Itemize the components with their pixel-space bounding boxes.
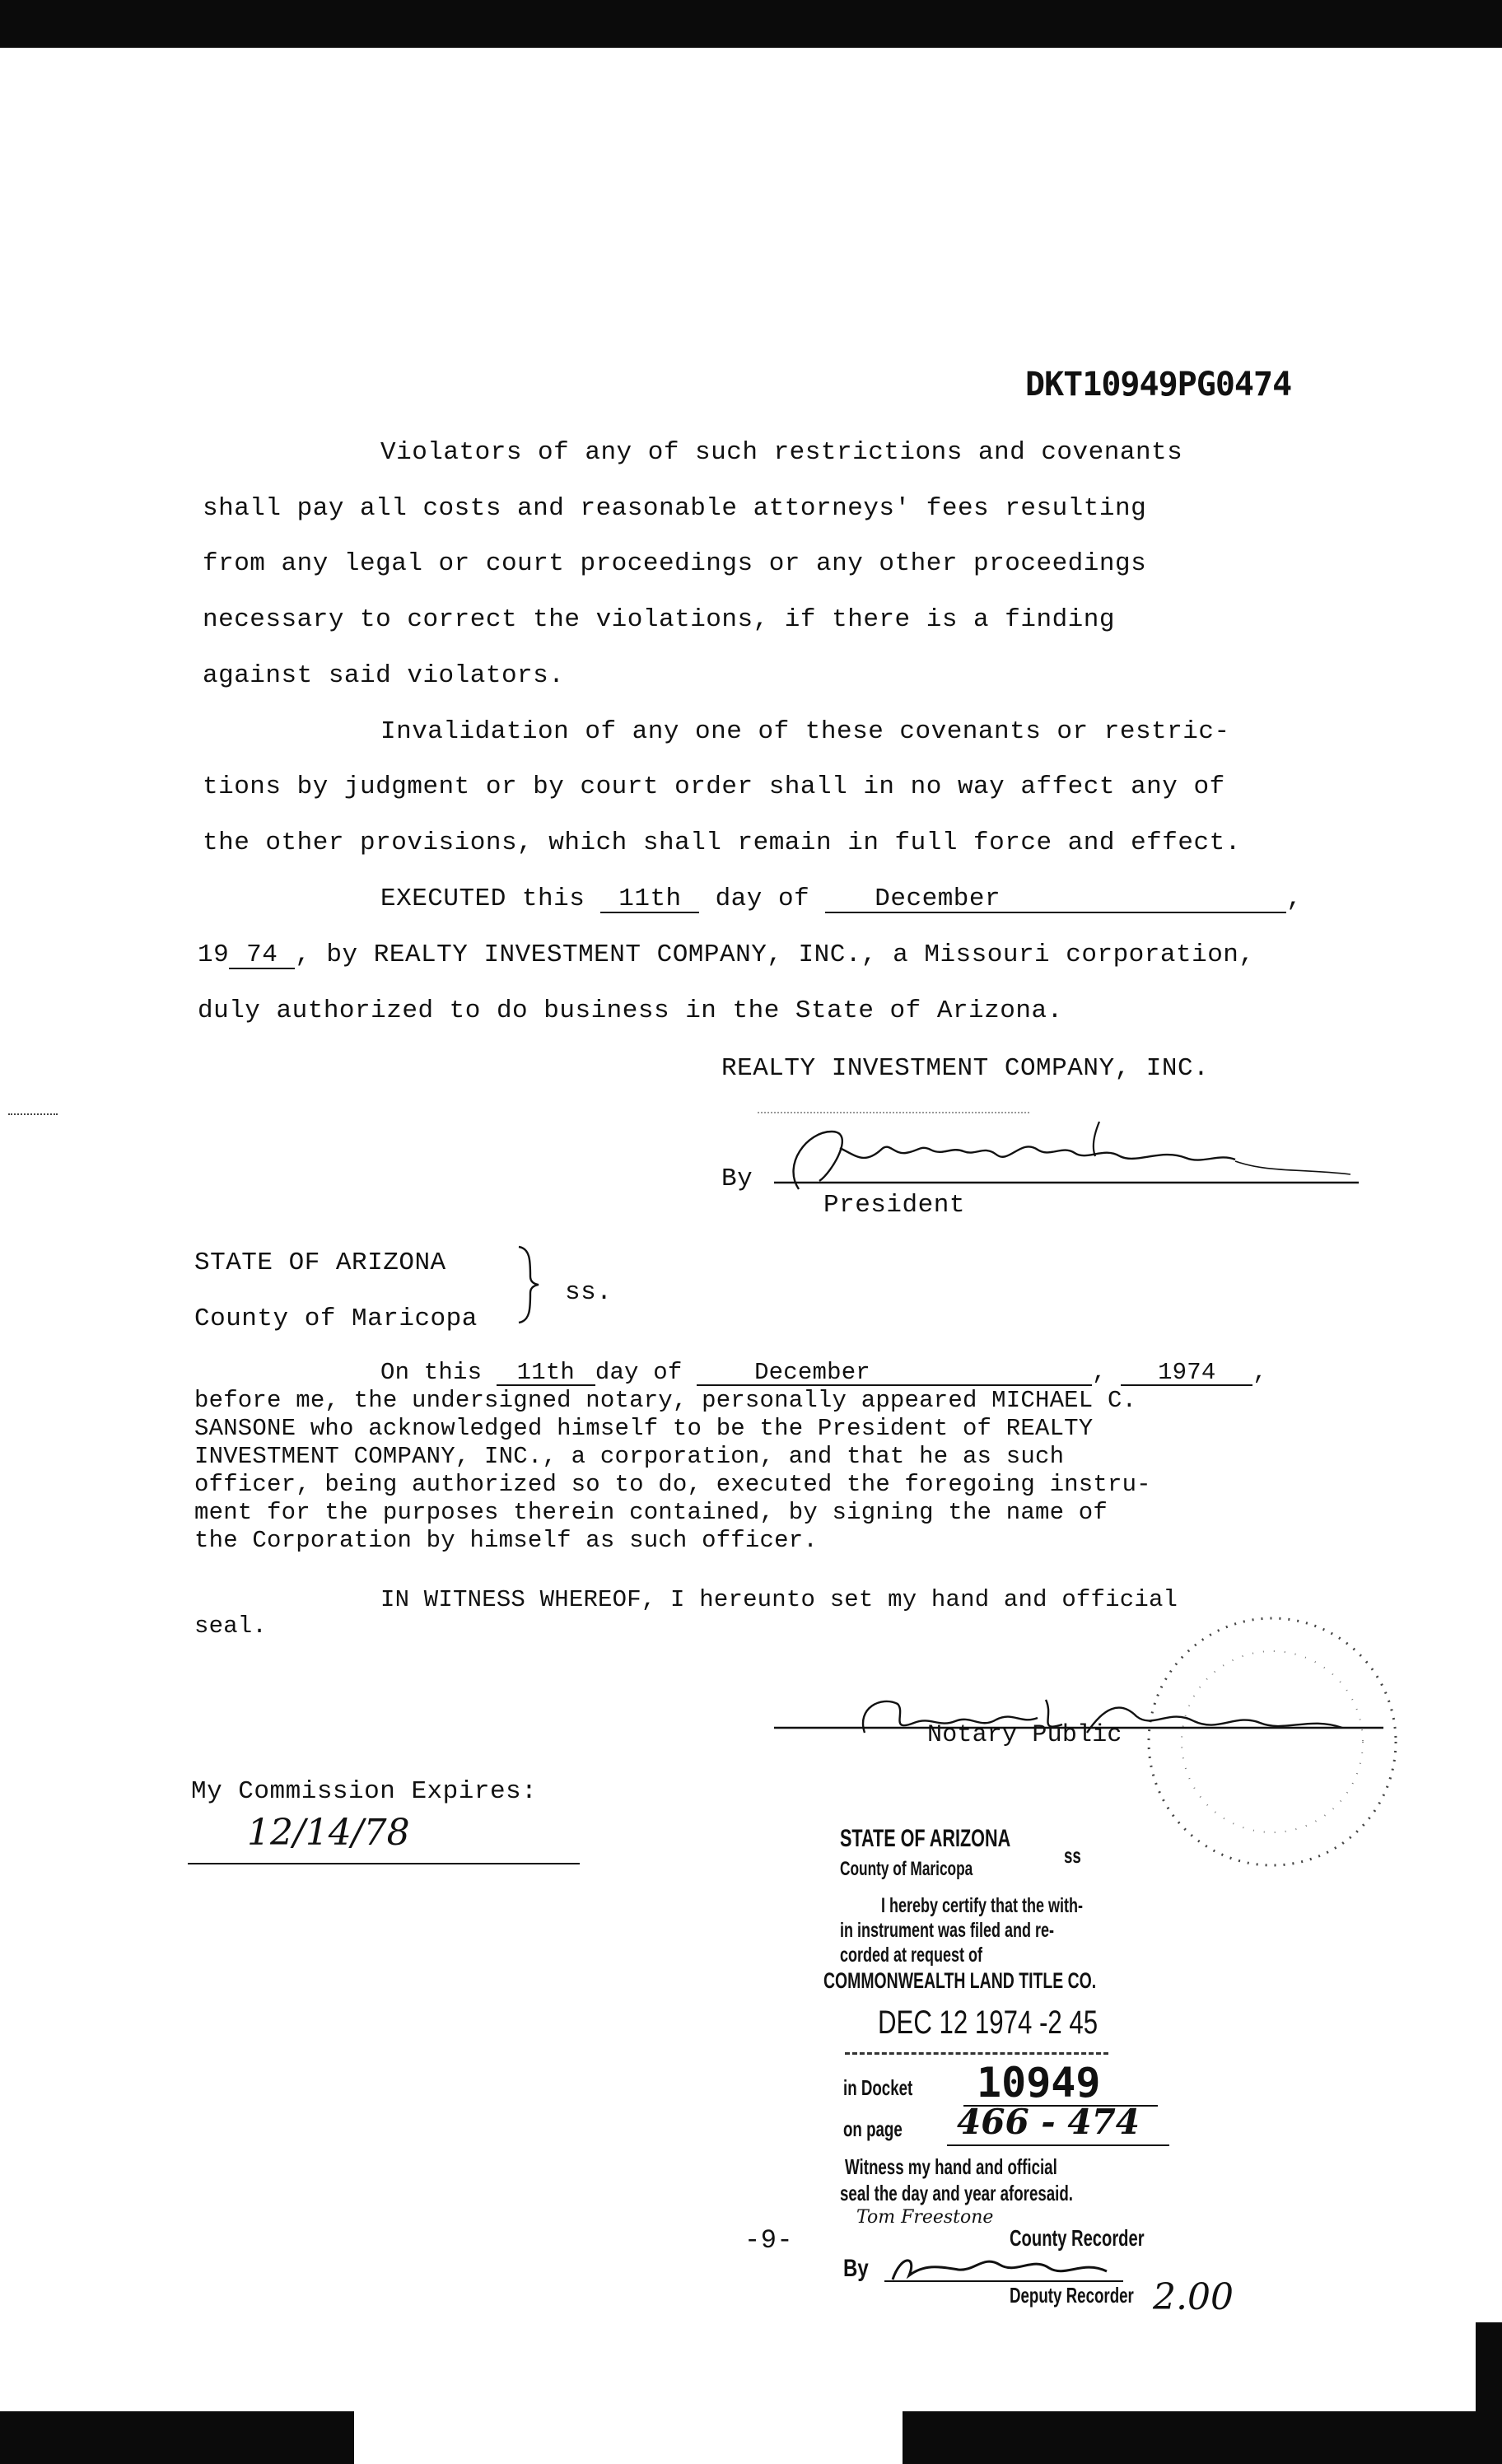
ack-line7: the Corporation by himself as such officer. [194, 1527, 818, 1554]
para1-line5: against said violators. [203, 661, 565, 690]
ack-line4: INVESTMENT COMPANY, INC., a corporation, and that he as such [194, 1443, 1065, 1470]
stamp-recorder-title: County Recorder [1010, 2225, 1145, 2251]
ack-year: 1974 [1121, 1360, 1252, 1386]
ack-line6: ment for the purposes therein contained, by signing the name of [194, 1499, 1108, 1526]
witness-line2: seal. [194, 1612, 268, 1640]
executed-line3: duly authorized to do business in the State of Arizona. [198, 996, 1063, 1025]
stamp-line1: I hereby certify that the with- [881, 1894, 1084, 1917]
president-title: President [823, 1191, 965, 1220]
ack-day-of: day of [595, 1359, 683, 1386]
executed-lead: EXECUTED this [380, 884, 585, 913]
stamp-deputy: Deputy Recorder [1010, 2283, 1134, 2308]
stamp-docket-number: 10949 [977, 2059, 1101, 2107]
ack-line2: before me, the undersigned notary, personally appeared MICHAEL C. [194, 1387, 1137, 1414]
commission-date: 12/14/78 [247, 1812, 410, 1854]
stamp-line2: in instrument was filed and re- [840, 1919, 1055, 1942]
page-number: -9- [744, 2225, 794, 2256]
executed-comma: , [1286, 884, 1303, 913]
stamp-county: County of Maricopa [840, 1858, 973, 1880]
company-name: REALTY INVESTMENT COMPANY, INC. [721, 1054, 1210, 1083]
commission-label: My Commission Expires: [191, 1777, 538, 1806]
para1-line2: shall pay all costs and reasonable attorneys' fees resulting [203, 494, 1147, 523]
stamp-witness2: seal the day and year aforesaid. [840, 2181, 1074, 2205]
para1-line4: necessary to correct the violations, if there is a finding [203, 605, 1115, 634]
stamp-date: DEC 12 1974 -2 45 [878, 2004, 1099, 2041]
ack-line5: officer, being authorized so to do, executed the foregoing instru- [194, 1471, 1151, 1498]
stamp-page-underline [947, 2144, 1169, 2146]
executed-line2 [198, 940, 1255, 969]
stamp-page-label: on page [843, 2116, 903, 2141]
executed-day-of: day of [715, 884, 810, 913]
executed-year-prefix: 19 [198, 940, 230, 969]
venue-ss: ss. [565, 1278, 613, 1307]
para2-line1: Invalidation of any one of these covenants or restric- [380, 717, 1230, 746]
executed-year: 74 [229, 942, 295, 969]
commission-underline [188, 1863, 580, 1864]
scan-border-bottom-right [903, 2411, 1502, 2464]
executed-line1 [380, 884, 1302, 913]
ack-line1: On this 11th day of December , 1974 , [380, 1359, 1267, 1386]
scan-border-bottom-left [0, 2411, 354, 2464]
scan-border-top [0, 0, 1502, 48]
scan-dot-1 [8, 1113, 58, 1115]
venue-county: County of Maricopa [194, 1304, 478, 1333]
president-signature [774, 1099, 1367, 1206]
by-label: By [721, 1164, 753, 1193]
docket-page-number: DKT10949PG0474 [1025, 366, 1292, 404]
stamp-witness1: Witness my hand and official [845, 2154, 1057, 2179]
notary-title: Notary Public [927, 1721, 1122, 1749]
ack-line3: SANSONE who acknowledged himself to be the President of REALTY [194, 1415, 1094, 1442]
stamp-by: By [843, 2255, 869, 2282]
notary-signature [774, 1675, 1400, 1766]
venue-brace [515, 1245, 540, 1324]
executed-month: December [825, 886, 1286, 913]
witness-line1: IN WITNESS WHEREOF, I hereunto set my hand and official [380, 1586, 1178, 1613]
stamp-dash-line [845, 2052, 1108, 2055]
stamp-recorder-name: Tom Freestone [856, 2207, 994, 2228]
stamp-page-range: 466 - 474 [957, 2102, 1140, 2142]
stamp-ss: ss [1064, 1843, 1081, 1868]
stamp-line3: corded at request of [840, 1944, 983, 1967]
para2-line2: tions by judgment or by court order shall in no way affect any of [203, 772, 1225, 801]
stamp-company: COMMONWEALTH LAND TITLE CO. [823, 1968, 1097, 1993]
executed-day: 11th [600, 886, 699, 913]
stamp-fee: 2.00 [1153, 2276, 1234, 2318]
ack-month: December [697, 1360, 1092, 1386]
stamp-state: STATE OF ARIZONA [840, 1825, 1011, 1852]
ack-on-this: On this [380, 1359, 483, 1386]
executed-line2-rest: , by REALTY INVESTMENT COMPANY, INC., a Missouri corporation, [295, 940, 1255, 969]
para2-line3: the other provisions, which shall remain in full force and effect. [203, 828, 1241, 857]
para1-line1: Violators of any of such restrictions and covenants [380, 438, 1183, 467]
para1-line3: from any legal or court proceedings or any other proceedings [203, 549, 1147, 578]
stamp-docket-label: in Docket [843, 2075, 913, 2100]
ack-day: 11th [497, 1360, 595, 1386]
venue-state: STATE OF ARIZONA [194, 1248, 446, 1277]
